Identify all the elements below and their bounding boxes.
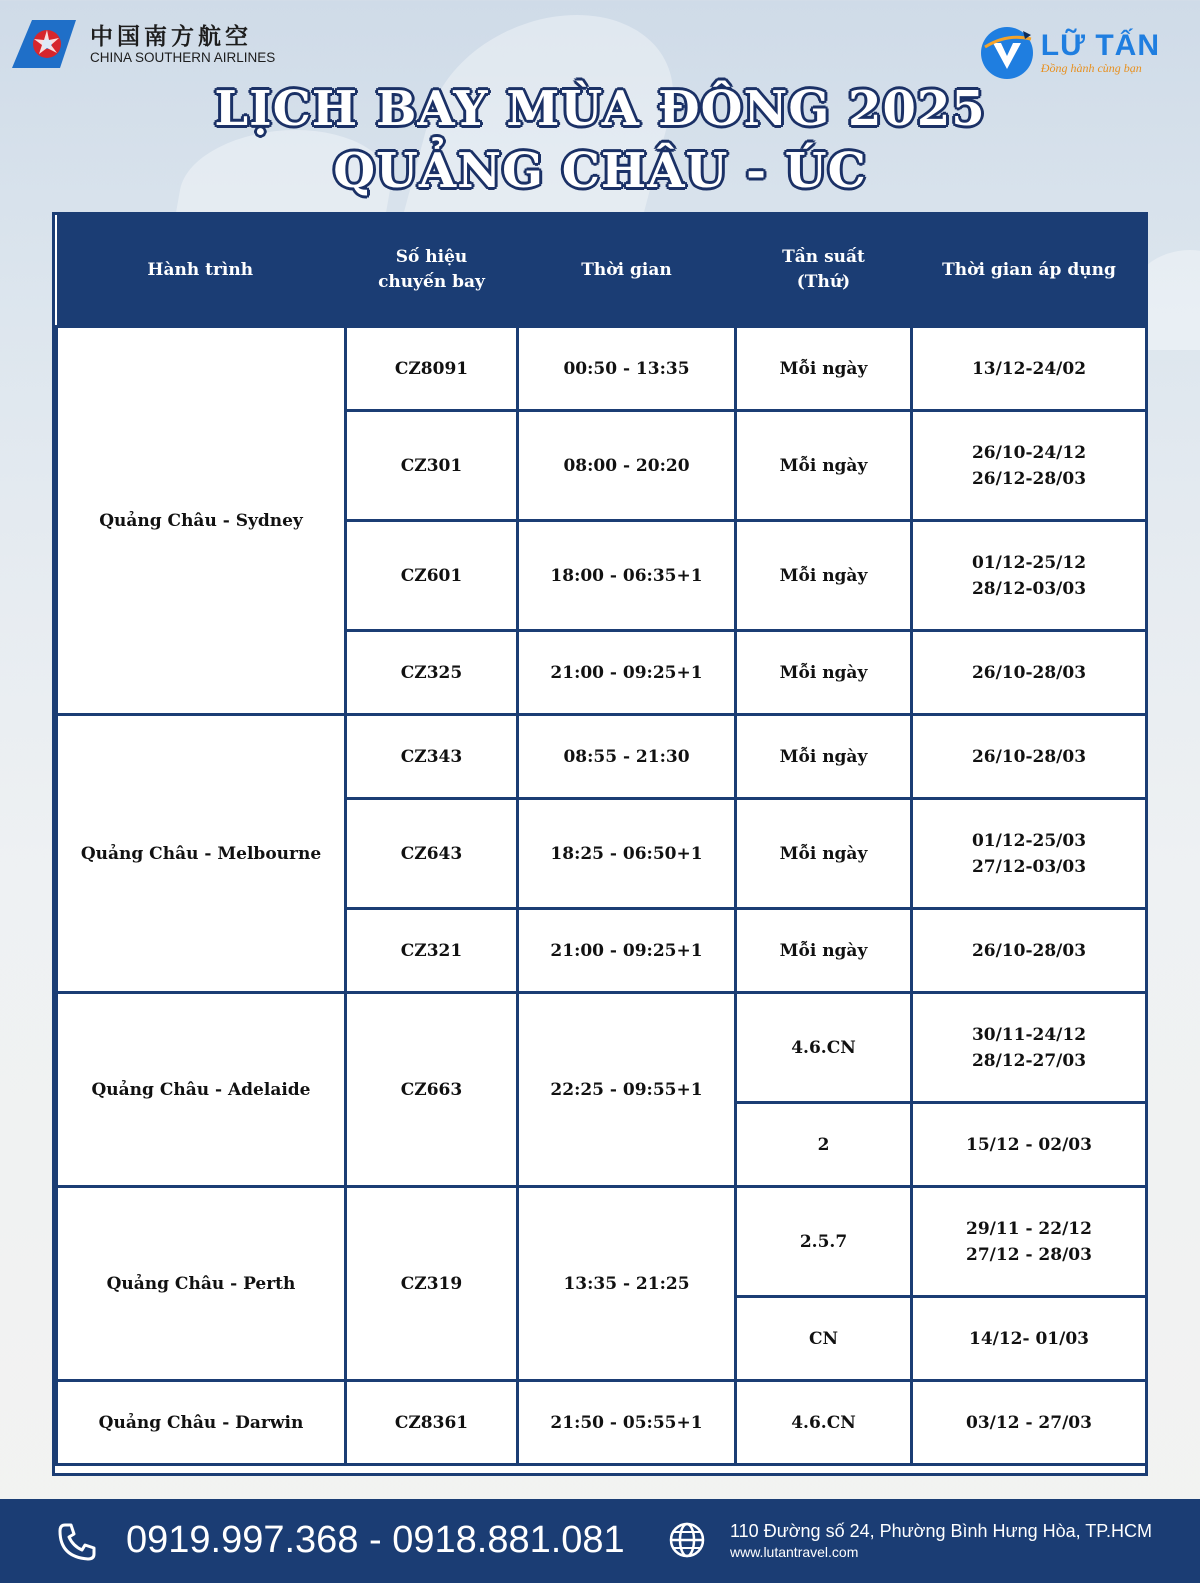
table-row (57, 327, 1147, 411)
period-line: 26/12-28/03 (971, 468, 1087, 489)
title-line-1: LỊCH BAY MÙA ĐÔNG 2025 (214, 81, 986, 137)
flight-time-cell: 21:00 - 09:25+1 (518, 631, 736, 715)
period-line: 27/12-03/03 (971, 856, 1087, 877)
frequency-cell: Mỗi ngày (736, 909, 912, 993)
flight-number-cell: CZ301 (346, 411, 518, 521)
frequency-cell: 2 (736, 1103, 912, 1187)
kapok-flower-icon (12, 20, 76, 70)
frequency-cell: Mỗi ngày (736, 521, 912, 631)
header-label-line: chuyến bay (378, 272, 485, 292)
table-row (57, 715, 1147, 799)
period-line: 01/12-25/03 (971, 830, 1087, 851)
table-header-row (57, 215, 1147, 327)
validity-period-cell (912, 1297, 1147, 1381)
period-line: 03/12 - 27/03 (966, 1412, 1092, 1433)
airline-name-cn: 中国南方航空 (90, 24, 252, 50)
schedule-table (55, 215, 1148, 1466)
frequency-cell: Mỗi ngày (736, 411, 912, 521)
period-line: 26/10-28/03 (971, 940, 1087, 961)
header-label-line: Tần suất (782, 247, 865, 267)
header-label-line: Thời gian (581, 259, 672, 280)
frequency-cell: CN (736, 1297, 912, 1381)
period-line: 28/12-03/03 (971, 578, 1087, 599)
frequency-cell: 2.5.7 (736, 1187, 912, 1297)
frequency-cell: Mỗi ngày (736, 327, 912, 411)
flight-time-cell: 13:35 - 21:25 (518, 1187, 736, 1381)
page-title (0, 78, 1200, 202)
flight-time-cell: 08:00 - 20:20 (518, 411, 736, 521)
header-label-line: (Thứ) (796, 272, 851, 292)
table-body (57, 327, 1147, 1465)
phone-numbers[interactable]: 0919.997.368 - 0918.881.081 (126, 1519, 625, 1561)
flight-time-cell: 00:50 - 13:35 (518, 327, 736, 411)
period-line: 13/12-24/02 (971, 358, 1087, 379)
route-cell: Quảng Châu - Sydney (57, 327, 346, 715)
table-row (57, 1187, 1147, 1297)
flight-time-cell: 21:00 - 09:25+1 (518, 909, 736, 993)
flight-number-cell: CZ325 (346, 631, 518, 715)
airline-logo (12, 20, 275, 70)
table-header-cell (912, 215, 1147, 327)
validity-period-cell (912, 631, 1147, 715)
footer (0, 1499, 1200, 1583)
airline-name-en: CHINA SOUTHERN AIRLINES (90, 50, 276, 65)
flight-number-cell: CZ319 (346, 1187, 518, 1381)
agency-name: LỮ TẤN (1040, 29, 1160, 62)
address-text: 110 Đường số 24, Phường Bình Hưng Hòa, TP.HCM (730, 1521, 1152, 1541)
flight-number-cell: CZ321 (346, 909, 518, 993)
route-cell: Quảng Châu - Adelaide (57, 993, 346, 1187)
period-line: 30/11-24/12 (971, 1024, 1087, 1045)
flight-number-cell: CZ643 (346, 799, 518, 909)
header-label-line: Hành trình (147, 259, 254, 280)
table-header-cell (518, 215, 736, 327)
validity-period-cell (912, 1103, 1147, 1187)
agency-slogan: Đồng hành cùng bạn (1040, 61, 1142, 75)
contact-address (730, 1519, 1152, 1561)
frequency-cell: 4.6.CN (736, 1381, 912, 1465)
frequency-cell: Mỗi ngày (736, 631, 912, 715)
validity-period-cell (912, 521, 1147, 631)
flight-number-cell: CZ8361 (346, 1381, 518, 1465)
header-label-line: Số hiệu (395, 247, 468, 267)
flight-number-cell: CZ8091 (346, 327, 518, 411)
validity-period-cell (912, 411, 1147, 521)
period-line: 26/10-28/03 (971, 746, 1087, 767)
period-line: 29/11 - 22/12 (966, 1218, 1092, 1239)
validity-period-cell (912, 715, 1147, 799)
period-line: 26/10-24/12 (971, 442, 1087, 463)
route-cell: Quảng Châu - Perth (57, 1187, 346, 1381)
flight-number-cell: CZ663 (346, 993, 518, 1187)
table-row (57, 993, 1147, 1103)
validity-period-cell (912, 799, 1147, 909)
flight-time-cell: 08:55 - 21:30 (518, 715, 736, 799)
flight-time-cell: 21:50 - 05:55+1 (518, 1381, 736, 1465)
frequency-cell: 4.6.CN (736, 993, 912, 1103)
flight-time-cell: 22:25 - 09:55+1 (518, 993, 736, 1187)
validity-period-cell (912, 1187, 1147, 1297)
validity-period-cell (912, 993, 1147, 1103)
period-line: 14/12- 01/03 (968, 1328, 1090, 1349)
flight-time-cell: 18:25 - 06:50+1 (518, 799, 736, 909)
table-header-cell (736, 215, 912, 327)
table-header-cell (346, 215, 518, 327)
schedule-table-container (52, 212, 1148, 1476)
route-cell: Quảng Châu - Melbourne (57, 715, 346, 993)
route-cell: Quảng Châu - Darwin (57, 1381, 346, 1465)
period-line: 15/12 - 02/03 (966, 1134, 1092, 1155)
phone-icon[interactable] (56, 1521, 98, 1563)
period-line: 26/10-28/03 (971, 662, 1087, 683)
validity-period-cell (912, 909, 1147, 993)
period-line: 28/12-27/03 (971, 1050, 1087, 1071)
validity-period-cell (912, 1381, 1147, 1465)
flight-number-cell: CZ601 (346, 521, 518, 631)
frequency-cell: Mỗi ngày (736, 715, 912, 799)
validity-period-cell (912, 327, 1147, 411)
period-line: 27/12 - 28/03 (966, 1244, 1092, 1265)
globe-icon[interactable] (668, 1521, 706, 1559)
header-label-line: Thời gian áp dụng (942, 259, 1116, 280)
period-line: 01/12-25/12 (971, 552, 1087, 573)
title-line-2: QUẢNG CHÂU - ÚC (333, 143, 867, 199)
flight-number-cell: CZ343 (346, 715, 518, 799)
table-row (57, 1381, 1147, 1465)
website-link[interactable]: www.lutantravel.com (730, 1544, 859, 1560)
table-header-cell (57, 215, 346, 327)
plane-globe-icon (979, 25, 1035, 81)
flight-time-cell: 18:00 - 06:35+1 (518, 521, 736, 631)
frequency-cell: Mỗi ngày (736, 799, 912, 909)
agency-logo (979, 25, 1160, 81)
